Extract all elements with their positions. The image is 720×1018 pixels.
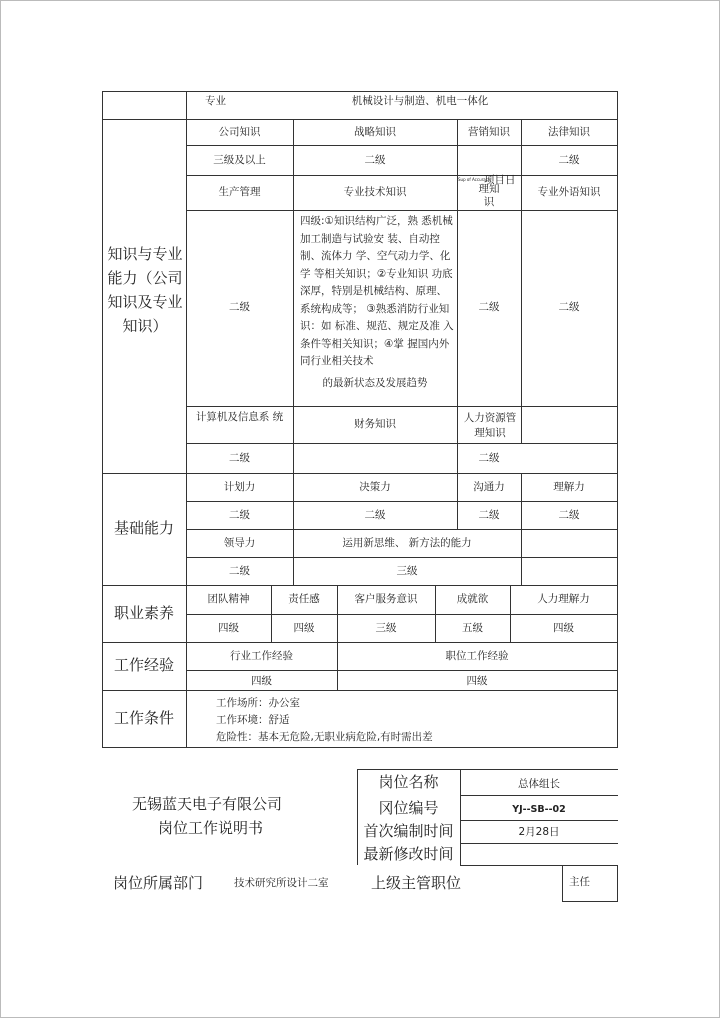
header-teamwork: 团队精神 bbox=[207, 593, 250, 605]
rule bbox=[617, 865, 618, 902]
level-company-knowledge: 三级及以上 bbox=[213, 154, 266, 166]
rule bbox=[617, 91, 618, 748]
level-hr-knowledge: 二级 bbox=[478, 452, 500, 464]
level-production-management: 二级 bbox=[229, 301, 250, 313]
header-foreign-language: 专业外语知识 bbox=[537, 186, 601, 198]
value-superior: 主任 bbox=[569, 876, 590, 888]
level-teamwork: 四级 bbox=[218, 622, 239, 634]
technical-description: 四级:①知识结构广泛，熟 悉机械加工制造与试验安 装、自动控制、流体力 学、空气动力学、化学 等相关知识；②专业知识 功底深厚，特别是机械结构、原理、系统构成等； ③熟悉消防行业知识：如 标准、规范、规定及准 入条件等相关知识；④掌 握国内外同行业相关技术 bbox=[300, 215, 454, 367]
quality-category: 职业素养 bbox=[113, 604, 174, 622]
rule bbox=[186, 557, 618, 558]
rule bbox=[186, 443, 618, 444]
rule bbox=[562, 901, 618, 902]
header-leadership: 领导力 bbox=[223, 537, 256, 549]
header-computer-systems: 计算机及信息系 统 bbox=[195, 411, 284, 423]
condition-risk: 危险性：基本无危险,无职业病危险,有时需出差 bbox=[216, 731, 433, 743]
rule bbox=[186, 529, 618, 530]
rule bbox=[186, 614, 618, 615]
header-company-knowledge: 公司知识 bbox=[218, 126, 261, 138]
specialty-label: 专业 bbox=[205, 95, 226, 107]
rule bbox=[460, 865, 618, 866]
label-first-compiled: 首次编制时间 bbox=[363, 822, 454, 840]
rule bbox=[186, 670, 618, 671]
header-strategy-knowledge: 战略知识 bbox=[354, 126, 396, 138]
rule bbox=[102, 642, 618, 643]
level-achievement: 五级 bbox=[462, 622, 483, 634]
rule bbox=[186, 175, 618, 176]
rule bbox=[102, 91, 618, 92]
header-people-understanding: 人力理解力 bbox=[537, 593, 590, 605]
header-marketing-knowledge: 营销知识 bbox=[468, 126, 510, 138]
header-legal-knowledge: 法律知识 bbox=[548, 126, 590, 138]
level-industry-experience: 四级 bbox=[251, 675, 272, 687]
level-innovation: 三级 bbox=[396, 565, 418, 577]
experience-category: 工作经验 bbox=[113, 656, 174, 674]
conditions-category: 工作条件 bbox=[113, 709, 174, 727]
level-communication: 二级 bbox=[478, 509, 500, 521]
header-responsibility: 责任感 bbox=[288, 593, 320, 605]
rule bbox=[186, 501, 618, 502]
basic-category: 基础能力 bbox=[113, 519, 174, 537]
label-last-modified: 最新修改时间 bbox=[363, 845, 454, 863]
rule bbox=[102, 91, 103, 748]
value-first-compiled: 2月28日 bbox=[518, 826, 560, 838]
rule bbox=[102, 747, 618, 748]
header-finance-knowledge: 财务知识 bbox=[354, 418, 396, 430]
label-position-name: 岗位名称 bbox=[378, 773, 439, 791]
label-position-code: 冈位编号 bbox=[378, 799, 439, 817]
rule bbox=[460, 820, 618, 821]
header-innovation: 运用新思维、 新方法的能力 bbox=[342, 537, 472, 549]
rule bbox=[457, 175, 458, 473]
level-legal-knowledge: 二级 bbox=[558, 154, 580, 166]
rule bbox=[521, 529, 522, 585]
value-position-name: 总体组长 bbox=[518, 778, 560, 790]
level-planning: 二级 bbox=[229, 509, 250, 521]
specialty-value: 机械设计与制造、机电一体化 bbox=[351, 95, 489, 107]
rule bbox=[186, 210, 618, 211]
rule bbox=[102, 473, 618, 474]
header-understanding: 理解力 bbox=[553, 481, 585, 493]
rule bbox=[102, 119, 618, 120]
level-position-experience: 四级 bbox=[466, 675, 488, 687]
level-foreign-language: 二级 bbox=[558, 301, 580, 313]
document-title: 岗位工作说明书 bbox=[158, 819, 264, 837]
header-customer-service: 客户服务意识 bbox=[354, 593, 418, 605]
rule bbox=[102, 690, 618, 691]
knowledge-category: 知识与专业能力（公司知识及专业知识） bbox=[107, 245, 183, 335]
header-decision: 决策力 bbox=[359, 481, 391, 493]
rule bbox=[357, 769, 618, 770]
company-name: 无锡蓝天电子有限公司 bbox=[132, 795, 283, 813]
header-position-experience: 职位工作经验 bbox=[445, 650, 509, 662]
level-responsibility: 四级 bbox=[293, 622, 315, 634]
level-project-management: 二级 bbox=[478, 301, 500, 313]
header-planning: 计划力 bbox=[223, 481, 256, 493]
level-decision: 二级 bbox=[364, 509, 386, 521]
header-technical-knowledge: 专业技术知识 bbox=[343, 186, 407, 198]
condition-workplace: 工作场所：办公室 bbox=[216, 697, 300, 709]
label-superior: 上级主管职位 bbox=[371, 874, 462, 892]
header-production-management: 生产管理 bbox=[218, 186, 261, 198]
value-position-code: YJ--SB--02 bbox=[512, 804, 566, 815]
header-hr-knowledge: 人力资源管理知识 bbox=[463, 412, 517, 439]
header-communication: 沟通力 bbox=[473, 481, 505, 493]
label-department: 岗位所属部门 bbox=[113, 874, 204, 892]
rule bbox=[460, 843, 618, 844]
rule bbox=[186, 406, 618, 407]
header-achievement: 成就欲 bbox=[456, 593, 489, 605]
level-people-understanding: 四级 bbox=[553, 622, 574, 634]
technical-description-end: 的最新状态及发展趋势 bbox=[322, 377, 428, 389]
level-strategy-knowledge: 二级 bbox=[364, 154, 386, 166]
level-understanding: 二级 bbox=[558, 509, 580, 521]
rule bbox=[186, 145, 618, 146]
small-note: Sup of Accuracy bbox=[458, 177, 491, 182]
value-department: 技术研究所设计二室 bbox=[234, 877, 329, 889]
level-customer-service: 三级 bbox=[375, 622, 397, 634]
condition-environment: 工作环境：舒适 bbox=[216, 714, 290, 726]
rule bbox=[460, 795, 618, 796]
level-leadership: 二级 bbox=[229, 565, 250, 577]
header-industry-experience: 行业工作经验 bbox=[230, 650, 293, 662]
rule bbox=[102, 585, 618, 586]
level-computer-systems: 二级 bbox=[229, 452, 250, 464]
header-project-management: 理知识 bbox=[478, 183, 500, 208]
overlap-text: 项目日 bbox=[484, 174, 516, 186]
